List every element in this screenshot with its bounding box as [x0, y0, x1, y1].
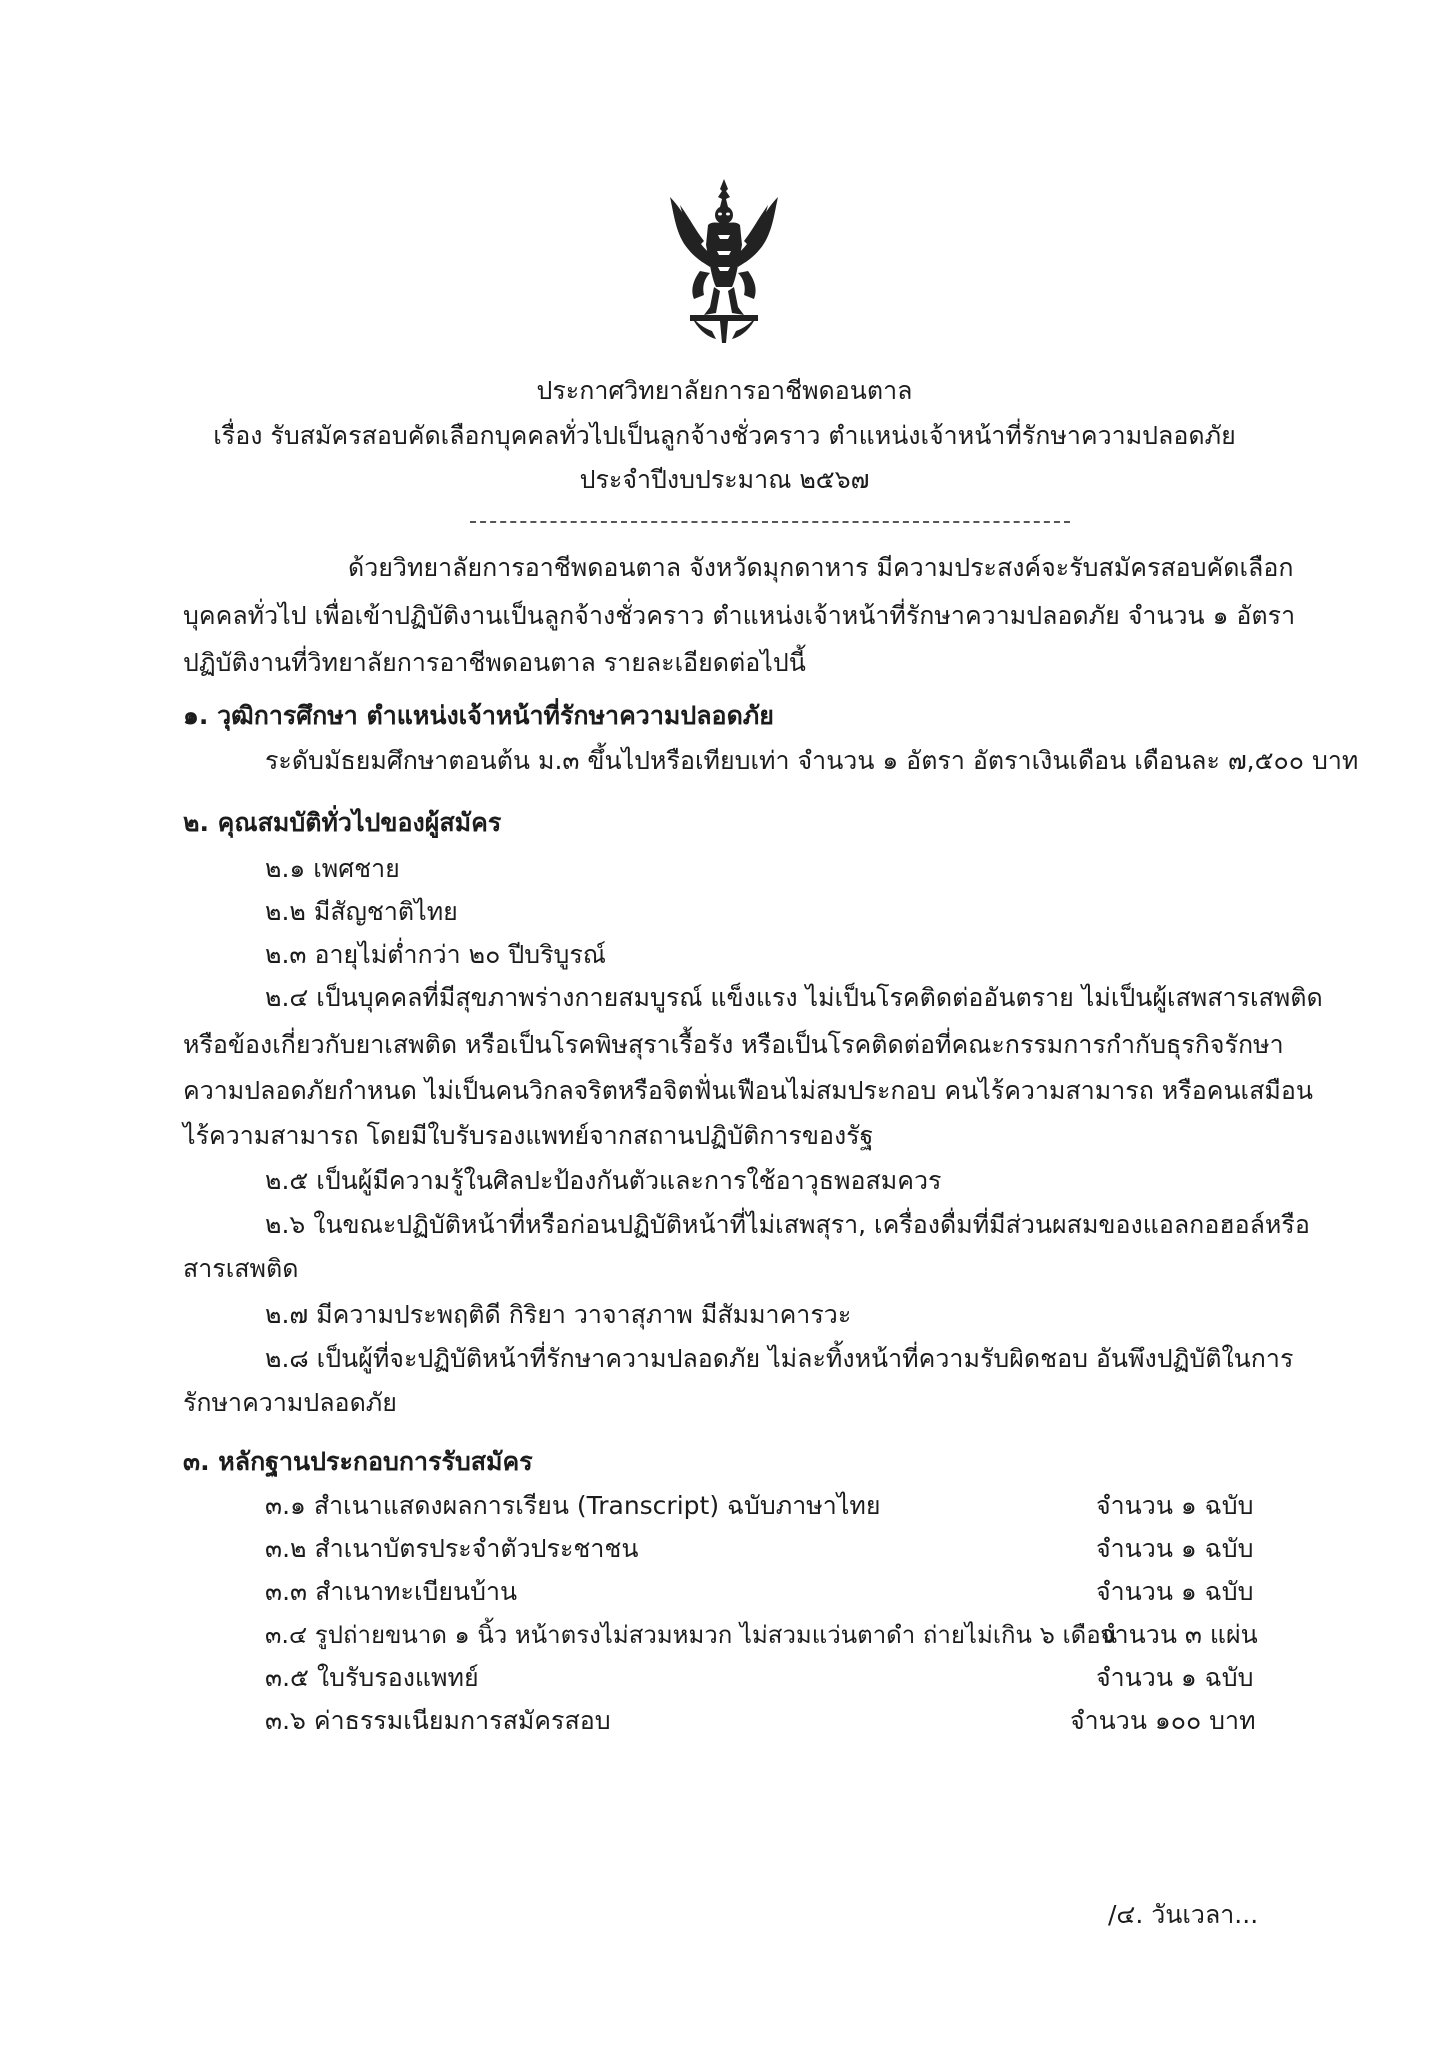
- continuation-marker: /๔. วันเวลา...: [1108, 1900, 1259, 1929]
- list-item: ๒.๔ เป็นบุคคลที่มีสุขภาพร่างกายสมบูรณ์ แข็งแรง ไม่เป็นโรคติดต่ออันตราย ไม่เป็นผู้เสพสารเสพติด: [265, 983, 1323, 1012]
- document-item-label: ๓.๑ สำเนาแสดงผลการเรียน (Transcript) ฉบับภาษาไทย: [265, 1491, 881, 1520]
- document-item-label: ๓.๖ ค่าธรรมเนียมการสมัครสอบ: [265, 1706, 611, 1735]
- section1-heading: ๑. วุฒิการศึกษา ตำแหน่งเจ้าหน้าที่รักษาความปลอดภัย: [183, 701, 774, 730]
- document-item-label: ๓.๔ รูปถ่ายขนาด ๑ นิ้ว หน้าตรงไม่สวมหมวก ไม่สวมแว่นตาดำ ถ่ายไม่เกิน ๖ เดือน: [265, 1621, 1118, 1649]
- list-item-cont: สารเสพติด: [183, 1254, 299, 1283]
- fiscal-year: ประจำปีงบประมาณ ๒๕๖๗: [579, 465, 870, 494]
- announcement-title: ประกาศวิทยาลัยการอาชีพดอนตาล: [536, 376, 913, 405]
- document-item-label: ๓.๕ ใบรับรองแพทย์: [265, 1663, 479, 1692]
- header-divider: [470, 521, 1070, 523]
- document-item-qty: จำนวน ๑ ฉบับ: [1096, 1663, 1254, 1692]
- garuda-emblem-icon: [660, 175, 788, 345]
- document-item-label: ๓.๒ สำเนาบัตรประจำตัวประชาชน: [265, 1534, 639, 1563]
- list-item-cont: ความปลอดภัยกำหนด ไม่เป็นคนวิกลจริตหรือจิตฟั่นเฟือนไม่สมประกอบ คนไร้ความสามารถ หรือคนเสมือน: [183, 1076, 1313, 1105]
- section3-heading: ๓. หลักฐานประกอบการรับสมัคร: [183, 1447, 533, 1476]
- document-item-qty: จำนวน ๑ ฉบับ: [1096, 1577, 1254, 1606]
- list-item-cont: ไร้ความสามารถ โดยมีใบรับรองแพทย์จากสถานปฏิบัติการของรัฐ: [183, 1121, 874, 1150]
- document-item-qty: จำนวน ๑๐๐ บาท: [1070, 1706, 1256, 1735]
- list-item: ๒.๖ ในขณะปฏิบัติหน้าที่หรือก่อนปฏิบัติหน้าที่ไม่เสพสุรา, เครื่องดื่มที่มีส่วนผสมของแอลกอฮอล์หรือ: [265, 1210, 1310, 1239]
- list-item: ๒.๗ มีความประพฤติดี กิริยา วาจาสุภาพ มีสัมมาคารวะ: [265, 1300, 852, 1329]
- list-item: ๒.๑ เพศชาย: [265, 854, 400, 883]
- list-item-cont: หรือข้องเกี่ยวกับยาเสพติด หรือเป็นโรคพิษสุราเรื้อรัง หรือเป็นโรคติดต่อที่คณะกรรมการกำกับธุรกิจรักษา: [183, 1030, 1284, 1059]
- document-item-qty: จำนวน ๓ แผ่น: [1100, 1620, 1258, 1649]
- document-item-qty: จำนวน ๑ ฉบับ: [1096, 1491, 1254, 1520]
- document-item-label: ๓.๓ สำเนาทะเบียนบ้าน: [265, 1577, 518, 1606]
- list-item: ๒.๒ มีสัญชาติไทย: [265, 897, 458, 926]
- list-item: ๒.๕ เป็นผู้มีความรู้ในศิลปะป้องกันตัวและการใช้อาวุธพอสมควร: [265, 1166, 942, 1195]
- announcement-subject: เรื่อง รับสมัครสอบคัดเลือกบุคคลทั่วไปเป็นลูกจ้างชั่วคราว ตำแหน่งเจ้าหน้าที่รักษาความปลอดภัย: [213, 421, 1236, 450]
- list-item-cont: รักษาความปลอดภัย: [183, 1388, 397, 1417]
- list-item: ๒.๘ เป็นผู้ที่จะปฏิบัติหน้าที่รักษาความปลอดภัย ไม่ละทิ้งหน้าที่ความรับผิดชอบ อันพึงปฏิบัติในการ: [265, 1344, 1294, 1373]
- document-item-qty: จำนวน ๑ ฉบับ: [1096, 1534, 1254, 1563]
- intro-line: บุคคลทั่วไป เพื่อเข้าปฏิบัติงานเป็นลูกจ้างชั่วคราว ตำแหน่งเจ้าหน้าที่รักษาความปลอดภัย จำนวน ๑ อัตรา: [183, 601, 1296, 630]
- list-item: ๒.๓ อายุไม่ต่ำกว่า ๒๐ ปีบริบูรณ์: [265, 940, 606, 969]
- intro-line: ปฏิบัติงานที่วิทยาลัยการอาชีพดอนตาล รายละเอียดต่อไปนี้: [183, 648, 806, 677]
- intro-line: ด้วยวิทยาลัยการอาชีพดอนตาล จังหวัดมุกดาหาร มีความประสงค์จะรับสมัครสอบคัดเลือก: [348, 553, 1294, 582]
- section1-text: ระดับมัธยมศึกษาตอนต้น ม.๓ ขึ้นไปหรือเทียบเท่า จำนวน ๑ อัตรา อัตราเงินเดือน เดือนละ ๗,๕๐๐ บาท: [265, 746, 1359, 775]
- section2-heading: ๒. คุณสมบัติทั่วไปของผู้สมัคร: [183, 808, 502, 837]
